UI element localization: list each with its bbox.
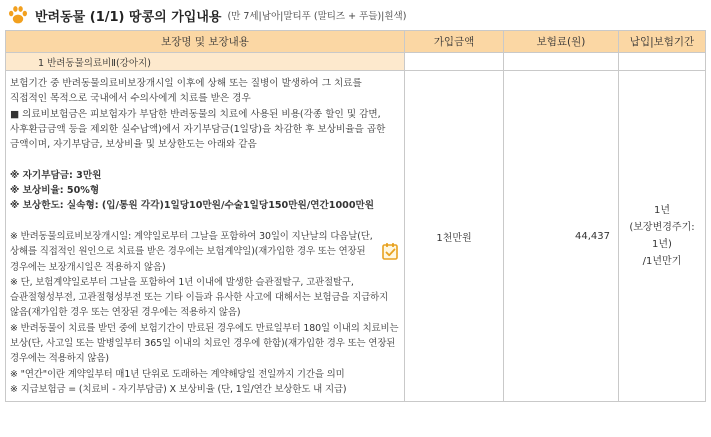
column-header-period: 납입|보험기간 xyxy=(619,31,706,53)
pet-profile-summary: (만 7세|남아|말티푸 (말티즈 + 푸들)|흰색) xyxy=(227,11,407,22)
coverage-details xyxy=(6,71,405,402)
column-header-amount: 가입금액 xyxy=(405,31,504,53)
coverage-name: 1 반려동물의료비Ⅱ(강아지) xyxy=(6,53,405,71)
detail-note-formula: ※ 지급보험금 = (치료비 - 자기부담금) X 보상비율 (단, 1일/연간 보상한도 내 지급) xyxy=(10,383,347,395)
column-header-coverage: 보장명 및 보장내용 xyxy=(6,31,405,53)
detail-note-annual: ※ "연간"이란 계약일부터 매1년 단위로 도래하는 계약해당일 전일까지 기간을 의미 xyxy=(10,368,345,380)
coverage-period: 1년 (보장변경주기: 1년) /1년만기 xyxy=(619,71,706,402)
page-title: 반려동물 (1/1) 땅콩의 가입내용 xyxy=(35,9,222,25)
paw-icon xyxy=(7,4,29,26)
memo-check-icon[interactable] xyxy=(381,242,400,261)
detail-deductible: ※ 자기부담금: 3만원 xyxy=(10,169,102,181)
coverage-amount: 1천만원 xyxy=(405,71,504,402)
detail-limit: ※ 보상한도: 실속형: (입/통원 각각)1일당10만원/수술1일당150만원/연간1000만원 xyxy=(10,200,375,212)
page-header xyxy=(0,0,711,30)
detail-ratio: ※ 보상비율: 50%형 xyxy=(10,185,100,197)
coverage-name-row xyxy=(6,53,706,71)
coverage-premium: 44,437 xyxy=(504,71,619,402)
detail-intro: 보험기간 중 반려동물의료비보장개시일 이후에 상해 또는 질병이 발생하여 그 치료를 직접적인 목적으로 국내에서 수의사에게 치료를 받은 경우 xyxy=(10,78,362,105)
coverage-detail-row xyxy=(6,71,706,402)
detail-payment-rule: ■ 의료비보험금은 피보험자가 부담한 반려동물의 치료에 사용된 비용(각종 할인 및 감면, 사후환급금액 등을 제외한 실수납액)에서 자기부담금(1일당)을 차감한 후 보상비율을 곱한 금액이며, 자기부담금, 보상비율 및 보상한도는 아래와 같음 xyxy=(10,108,386,151)
detail-note-post-expiry: ※ 반려동물이 치료를 받던 중에 보험기간이 만료된 경우에도 만료일부터 180일 이내의 치료비는 보상(단, 사고일 또는 발병일부터 365일 이내의 치료인 경우에 한함)(재가입한 경우 또는 연장된 경우에는 적용하지 않음) xyxy=(10,322,399,365)
coverage-table xyxy=(5,30,706,402)
column-header-premium: 보험료(원) xyxy=(504,31,619,53)
detail-note-exclusion: ※ 단, 보험계약일로부터 그날을 포함하여 1년 이내에 발생한 슬관절탈구, 고관절탈구, 슬관절형성부전, 고관절형성부전 또는 기타 이들과 유사한 사고에 대해서는 보험금을 지급하지 않음(재가입한 경우 또는 연장된 경우에는 적용하지 않음) xyxy=(10,276,389,319)
table-header-row xyxy=(6,31,706,53)
detail-note-start-date: ※ 반려동물의료비보장개시일: 계약일로부터 그날을 포함하여 30일이 지난날의 다음날(단, 상해를 직접적인 원인으로 치료를 받은 경우에는 보험계약일)(재가입한 경우 또는 연장된 경우에는 보장개시일은 적용하지 않음) xyxy=(10,230,373,273)
